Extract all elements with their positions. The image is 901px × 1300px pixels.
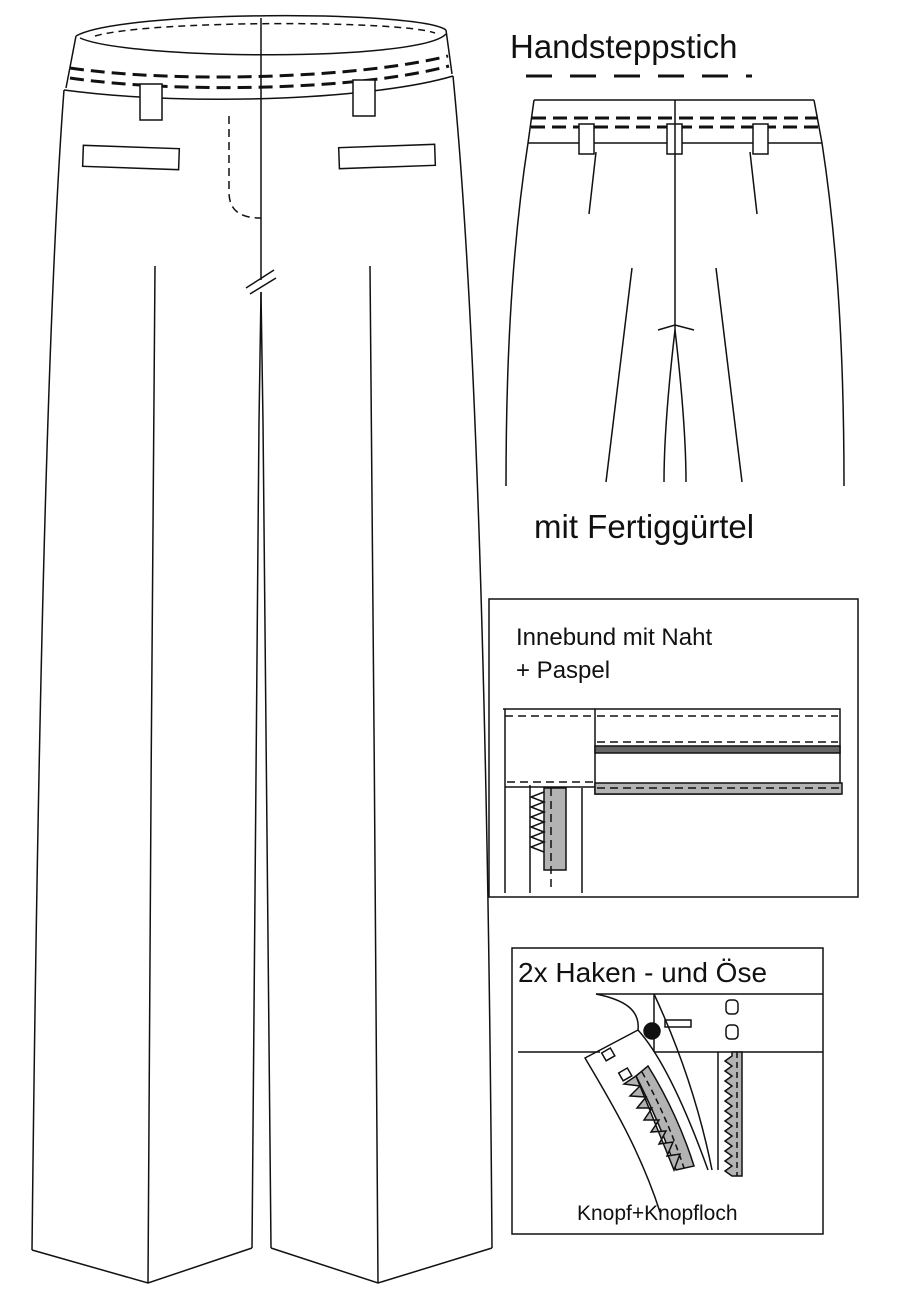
front-trousers bbox=[32, 16, 492, 1283]
haken-right-zigzag bbox=[725, 1052, 742, 1176]
back-trousers bbox=[506, 28, 844, 545]
back-crease-right bbox=[716, 268, 742, 482]
innebund-zigzag bbox=[531, 792, 544, 852]
outer-seam-right bbox=[453, 76, 492, 1248]
knopfloch-1 bbox=[602, 1048, 615, 1061]
back-crease-left bbox=[606, 268, 632, 482]
back-loop-left bbox=[579, 124, 594, 154]
back-dart-left bbox=[589, 152, 596, 214]
outer-seam-left bbox=[32, 90, 64, 1250]
label-knopf: Knopf+Knopfloch bbox=[577, 1202, 738, 1225]
knopf-button bbox=[644, 1023, 660, 1039]
haken-frame bbox=[512, 948, 823, 1234]
back-crotch-right bbox=[675, 330, 686, 482]
welt-pocket-left bbox=[83, 145, 180, 169]
label-mit-fertigguertel: mit Fertiggürtel bbox=[534, 508, 755, 545]
back-side-right bbox=[822, 143, 844, 486]
fly-stitch bbox=[229, 116, 261, 218]
back-loop-right bbox=[753, 124, 768, 154]
fly-tick-2 bbox=[250, 278, 276, 294]
belt-loop-right bbox=[353, 80, 375, 116]
fly-tick-1 bbox=[246, 270, 274, 288]
detail-haken-oese bbox=[512, 948, 823, 1234]
handstitch-line-1 bbox=[70, 56, 448, 77]
knopfloch-2 bbox=[619, 1068, 632, 1081]
haken-eye-2 bbox=[726, 1025, 738, 1039]
back-crotch-left bbox=[664, 330, 675, 482]
back-waistband-left bbox=[528, 100, 534, 143]
label-handsteppstich: Handsteppstich bbox=[510, 28, 738, 65]
innebund-piping-top bbox=[595, 746, 840, 753]
back-dart-right bbox=[750, 152, 757, 214]
crease-right bbox=[370, 266, 378, 1283]
innebund-grey-strip bbox=[544, 788, 566, 870]
haken-eye-1 bbox=[726, 1000, 738, 1014]
back-waistband-right bbox=[814, 100, 822, 143]
back-side-left bbox=[506, 143, 528, 486]
detail-innebund bbox=[489, 599, 858, 897]
waistband-inner-dash bbox=[95, 24, 435, 36]
welt-pocket-right bbox=[339, 144, 436, 168]
haken-hook bbox=[665, 1020, 691, 1027]
label-innebund-line1: Innebund mit Naht bbox=[516, 624, 713, 651]
crease-left bbox=[148, 266, 155, 1283]
label-innebund-line2: + Paspel bbox=[516, 657, 611, 684]
inner-seam-left bbox=[252, 292, 261, 1248]
waistband-left-side bbox=[66, 36, 76, 88]
waistband-top-inner bbox=[80, 34, 446, 55]
belt-loop-left bbox=[140, 84, 162, 120]
waistband-bottom bbox=[64, 76, 453, 99]
label-haken-oese: 2x Haken - und Öse bbox=[518, 957, 768, 988]
hem-right bbox=[271, 1248, 492, 1283]
inner-seam-right bbox=[261, 292, 271, 1248]
hem-left bbox=[32, 1248, 252, 1283]
back-crotch-mark bbox=[658, 325, 694, 330]
